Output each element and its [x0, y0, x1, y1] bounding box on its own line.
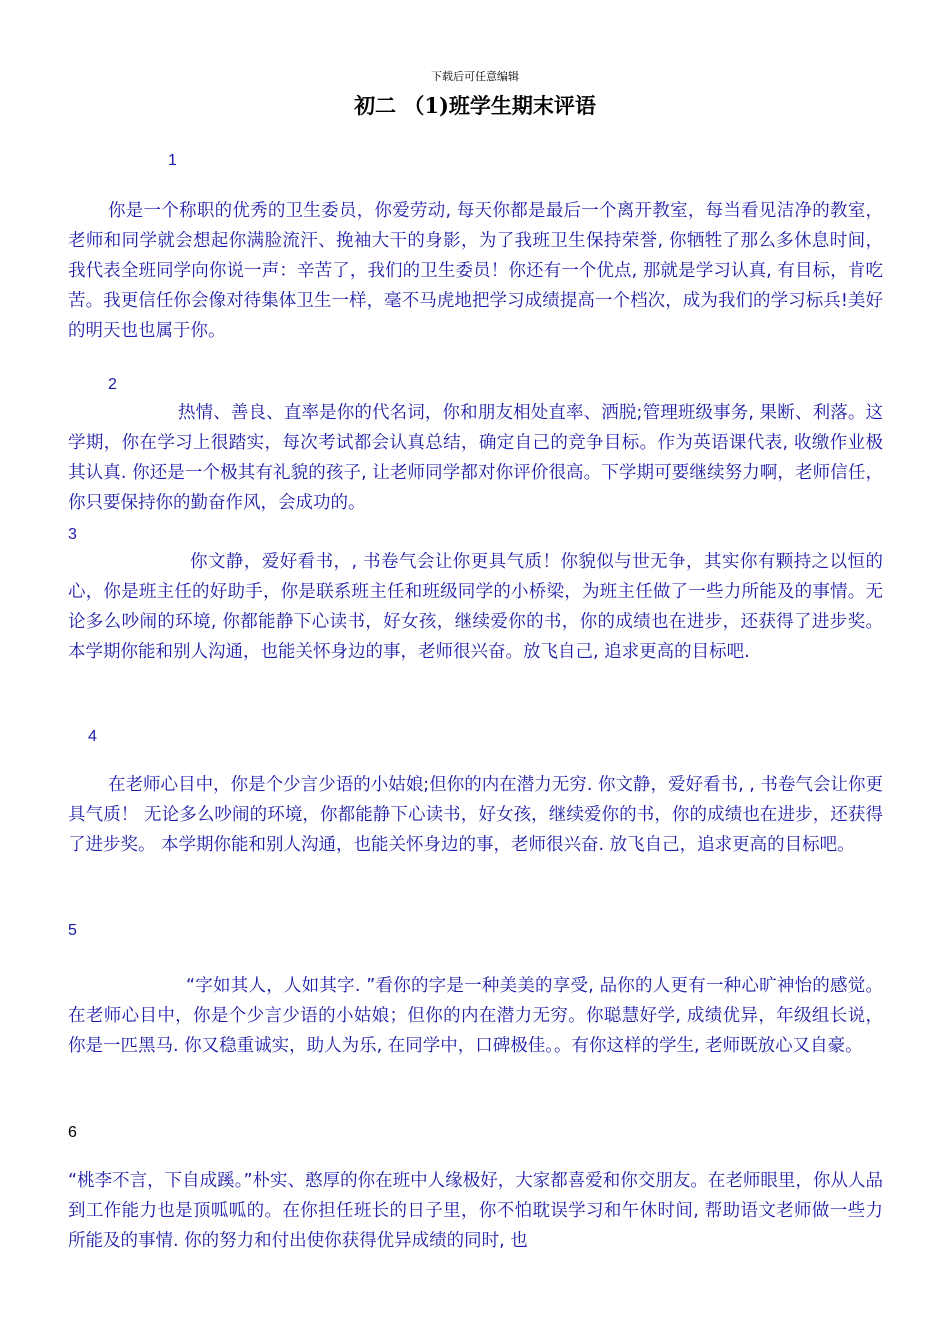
entry-number-5: 5 — [68, 922, 77, 939]
entry-text-6: “桃李不言，下自成蹊。”朴实、憨厚的你在班中人缘极好，大家都喜爱和你交朋友。在老师眼里，你从人品到工作能力也是顶呱呱的。在你担任班长的日子里，你不怕耽误学习和午休时间, 帮助语文老师做一些力所能及的事情. 你的努力和付出使你获得优异成绩的同时, 也 — [68, 1171, 883, 1251]
entry-number-3: 3 — [68, 526, 77, 543]
entry-text-3: 你文静，爱好看书，, 书卷气会让你更具气质！你貌似与世无争，其实你有颗持之以恒的心，你是班主任的好助手，你是联系班主任和班级同学的小桥梁，为班主任做了一些力所能及的事情。无论多么吵闹的环境, 你都能静下心读书，好女孩，继续爱你的书，你的成绩也在进步，还获得了进步奖。 本学期你能和别人沟通，也能关怀身边的事，老师很兴奋。放飞自己, 追求更高的目标吧. — [68, 552, 883, 662]
entry-text-2: 热情、善良、直率是你的代名词，你和朋友相处直率、洒脱;管理班级事务, 果断、利落。这学期，你在学习上很踏实，每次考试都会认真总结，确定自己的竞争目标。作为英语课代表, 收缴作业极其认真. 你还是一个极其有礼貌的孩子, 让老师同学都对你评价很高。下学期可要继续努力啊，老师信任，你只要保持你的勤奋作风，会成功的。 — [68, 403, 883, 513]
entry-number-6: 6 — [68, 1124, 77, 1141]
entry-number-1: 1 — [168, 152, 177, 169]
header-note: 下载后可任意编辑 — [431, 70, 519, 83]
entry-text-4: 在老师心目中，你是个少言少语的小姑娘;但你的内在潜力无穷. 你文静，爱好看书, , 书卷气会让你更具气质！ 无论多么吵闹的环境，你都能静下心读书，好女孩，继续爱你的书，你的成绩也在进步，还获得了进步奖。 本学期你能和别人沟通，也能关怀身边的事，老师很兴奋. 放飞自己，追求更高的目标吧。 — [68, 775, 883, 855]
entry-text-5: “字如其人，人如其字. ”看你的字是一种美美的享受, 品你的人更有一种心旷神怡的感觉。 在老师心目中，你是个少言少语的小姑娘；但你的内在潜力无穷。你聪慧好学, 成绩优异，年级组长说，你是一匹黑马. 你又稳重诚实，助人为乐, 在同学中，口碑极佳。。有你这样的学生, 老师既放心又自豪。 — [68, 976, 883, 1056]
page-title: 初二 （1)班学生期末评语 — [354, 93, 596, 118]
entry-number-2: 2 — [108, 376, 117, 393]
entry-text-1: 你是一个称职的优秀的卫生委员，你爱劳动, 每天你都是最后一个离开教室，每当看见洁净的教室，老师和同学就会想起你满脸流汗、挽袖大干的身影，为了我班卫生保持荣誉, 你牺牲了那么多休息时间，我代表全班同学向你说一声：辛苦了，我们的卫生委员！你还有一个优点, 那就是学习认真, 有目标，肯吃苦。我更信任你会像对待集体卫生一样，毫不马虎地把学习成绩提高一个档次，成为我们的学习标兵!美好的明天也也属于你。 — [68, 201, 883, 341]
entry-number-4: 4 — [88, 728, 97, 745]
